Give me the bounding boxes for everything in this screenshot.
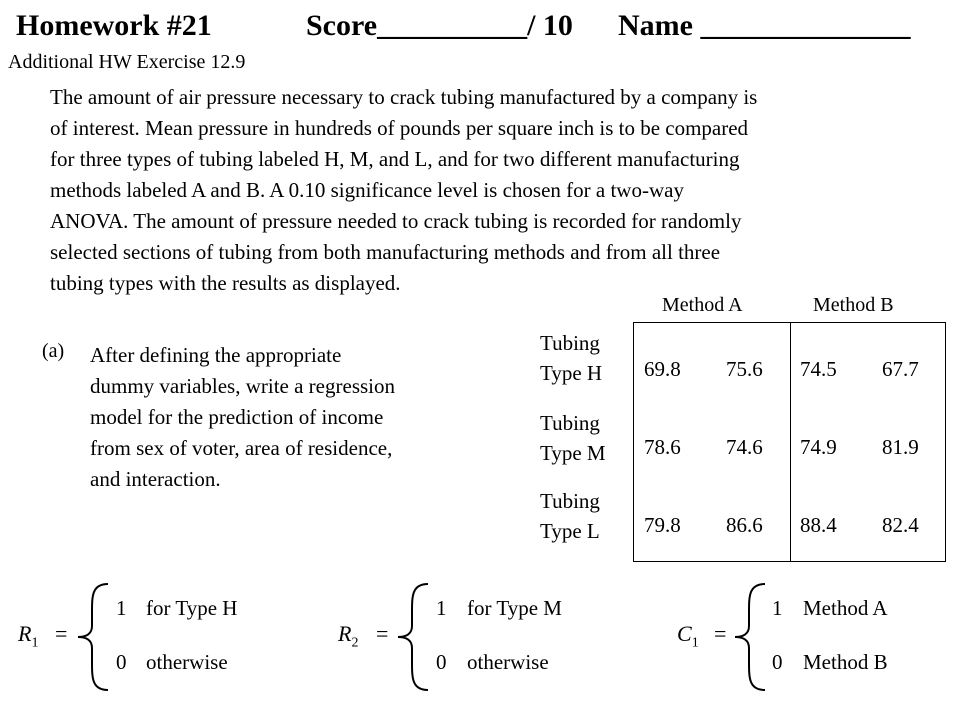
data-table (633, 322, 946, 562)
table-cell: 88.4 (800, 513, 837, 537)
name-field: Name ______________ (618, 9, 911, 42)
table-cell: 75.6 (726, 357, 763, 381)
homework-title: Homework #21 (16, 9, 212, 42)
row-label-line: Tubing (540, 489, 600, 513)
row-label-line: Tubing (540, 331, 600, 355)
question-line: After defining the appropriate (90, 343, 342, 367)
row-label-type-m (540, 408, 606, 468)
variable-symbol: C (677, 621, 692, 646)
row-label-line: Type H (540, 361, 603, 385)
left-brace-icon (74, 582, 114, 692)
dummy-variable-r1 (18, 621, 38, 651)
dummy-value-one: 1 (436, 596, 447, 620)
table-cell: 79.8 (644, 513, 681, 537)
problem-line: of interest. Mean pressure in hundreds of pounds per square inch is to be compared (50, 116, 749, 140)
left-brace-icon (394, 582, 434, 692)
dummy-value-zero: 0 (772, 650, 783, 674)
table-cell: 67.7 (882, 357, 919, 381)
problem-line: tubing types with the results as displayed. (50, 271, 401, 295)
score-field: Score__________/ 10 (306, 9, 573, 42)
equals-sign: = (55, 621, 68, 646)
exercise-subtitle: Additional HW Exercise 12.9 (8, 51, 246, 73)
row-label-line: Type M (540, 441, 606, 465)
column-header-method-a: Method A (662, 294, 743, 316)
table-cell: 74.5 (800, 357, 837, 381)
question-line: dummy variables, write a regression (90, 374, 395, 398)
equals-sign: = (376, 621, 389, 646)
dummy-value-zero: 0 (116, 650, 127, 674)
problem-statement (50, 82, 950, 299)
table-cell: 74.6 (726, 435, 763, 459)
problem-line: selected sections of tubing from both manufacturing methods and from all three (50, 240, 721, 264)
dummy-value-zero-label: otherwise (467, 650, 549, 674)
variable-subscript: 1 (31, 635, 39, 651)
dummy-variable-c1 (677, 621, 699, 651)
left-brace-icon (731, 582, 771, 692)
problem-line: The amount of air pressure necessary to crack tubing manufactured by a company is (50, 85, 758, 109)
dummy-value-one: 1 (772, 596, 783, 620)
problem-line: ANOVA. The amount of pressure needed to crack tubing is recorded for randomly (50, 209, 742, 233)
variable-subscript: 2 (351, 635, 359, 651)
row-label-line: Tubing (540, 411, 600, 435)
row-label-type-h (540, 328, 602, 388)
column-header-method-b: Method B (813, 294, 894, 316)
table-cell: 86.6 (726, 513, 763, 537)
dummy-value-one-label: for Type H (146, 596, 238, 620)
equals-sign: = (714, 621, 727, 646)
row-label-line: Type L (540, 519, 600, 543)
table-cell: 81.9 (882, 435, 919, 459)
variable-symbol: R (18, 621, 32, 646)
dummy-value-zero: 0 (436, 650, 447, 674)
dummy-value-zero-label: Method B (803, 650, 888, 674)
dummy-value-zero-label: otherwise (146, 650, 228, 674)
dummy-value-one-label: for Type M (467, 596, 562, 620)
problem-line: for three types of tubing labeled H, M, and L, and for two different manufacturing (50, 147, 740, 171)
problem-line: methods labeled A and B. A 0.10 significance level is chosen for a two-way (50, 178, 684, 202)
table-cell: 82.4 (882, 513, 919, 537)
part-a-question (90, 340, 395, 495)
part-a-label: (a) (42, 340, 65, 362)
dummy-variable-r2 (338, 621, 358, 651)
dummy-value-one-label: Method A (803, 596, 888, 620)
question-line: from sex of voter, area of residence, (90, 436, 393, 460)
question-line: and interaction. (90, 467, 221, 491)
table-cell: 74.9 (800, 435, 837, 459)
question-line: model for the prediction of income (90, 405, 384, 429)
table-cell: 69.8 (644, 357, 681, 381)
variable-subscript: 1 (691, 635, 699, 651)
table-cell: 78.6 (644, 435, 681, 459)
row-label-type-l (540, 486, 600, 546)
variable-symbol: R (338, 621, 352, 646)
table-divider (790, 323, 791, 561)
dummy-value-one: 1 (116, 596, 127, 620)
